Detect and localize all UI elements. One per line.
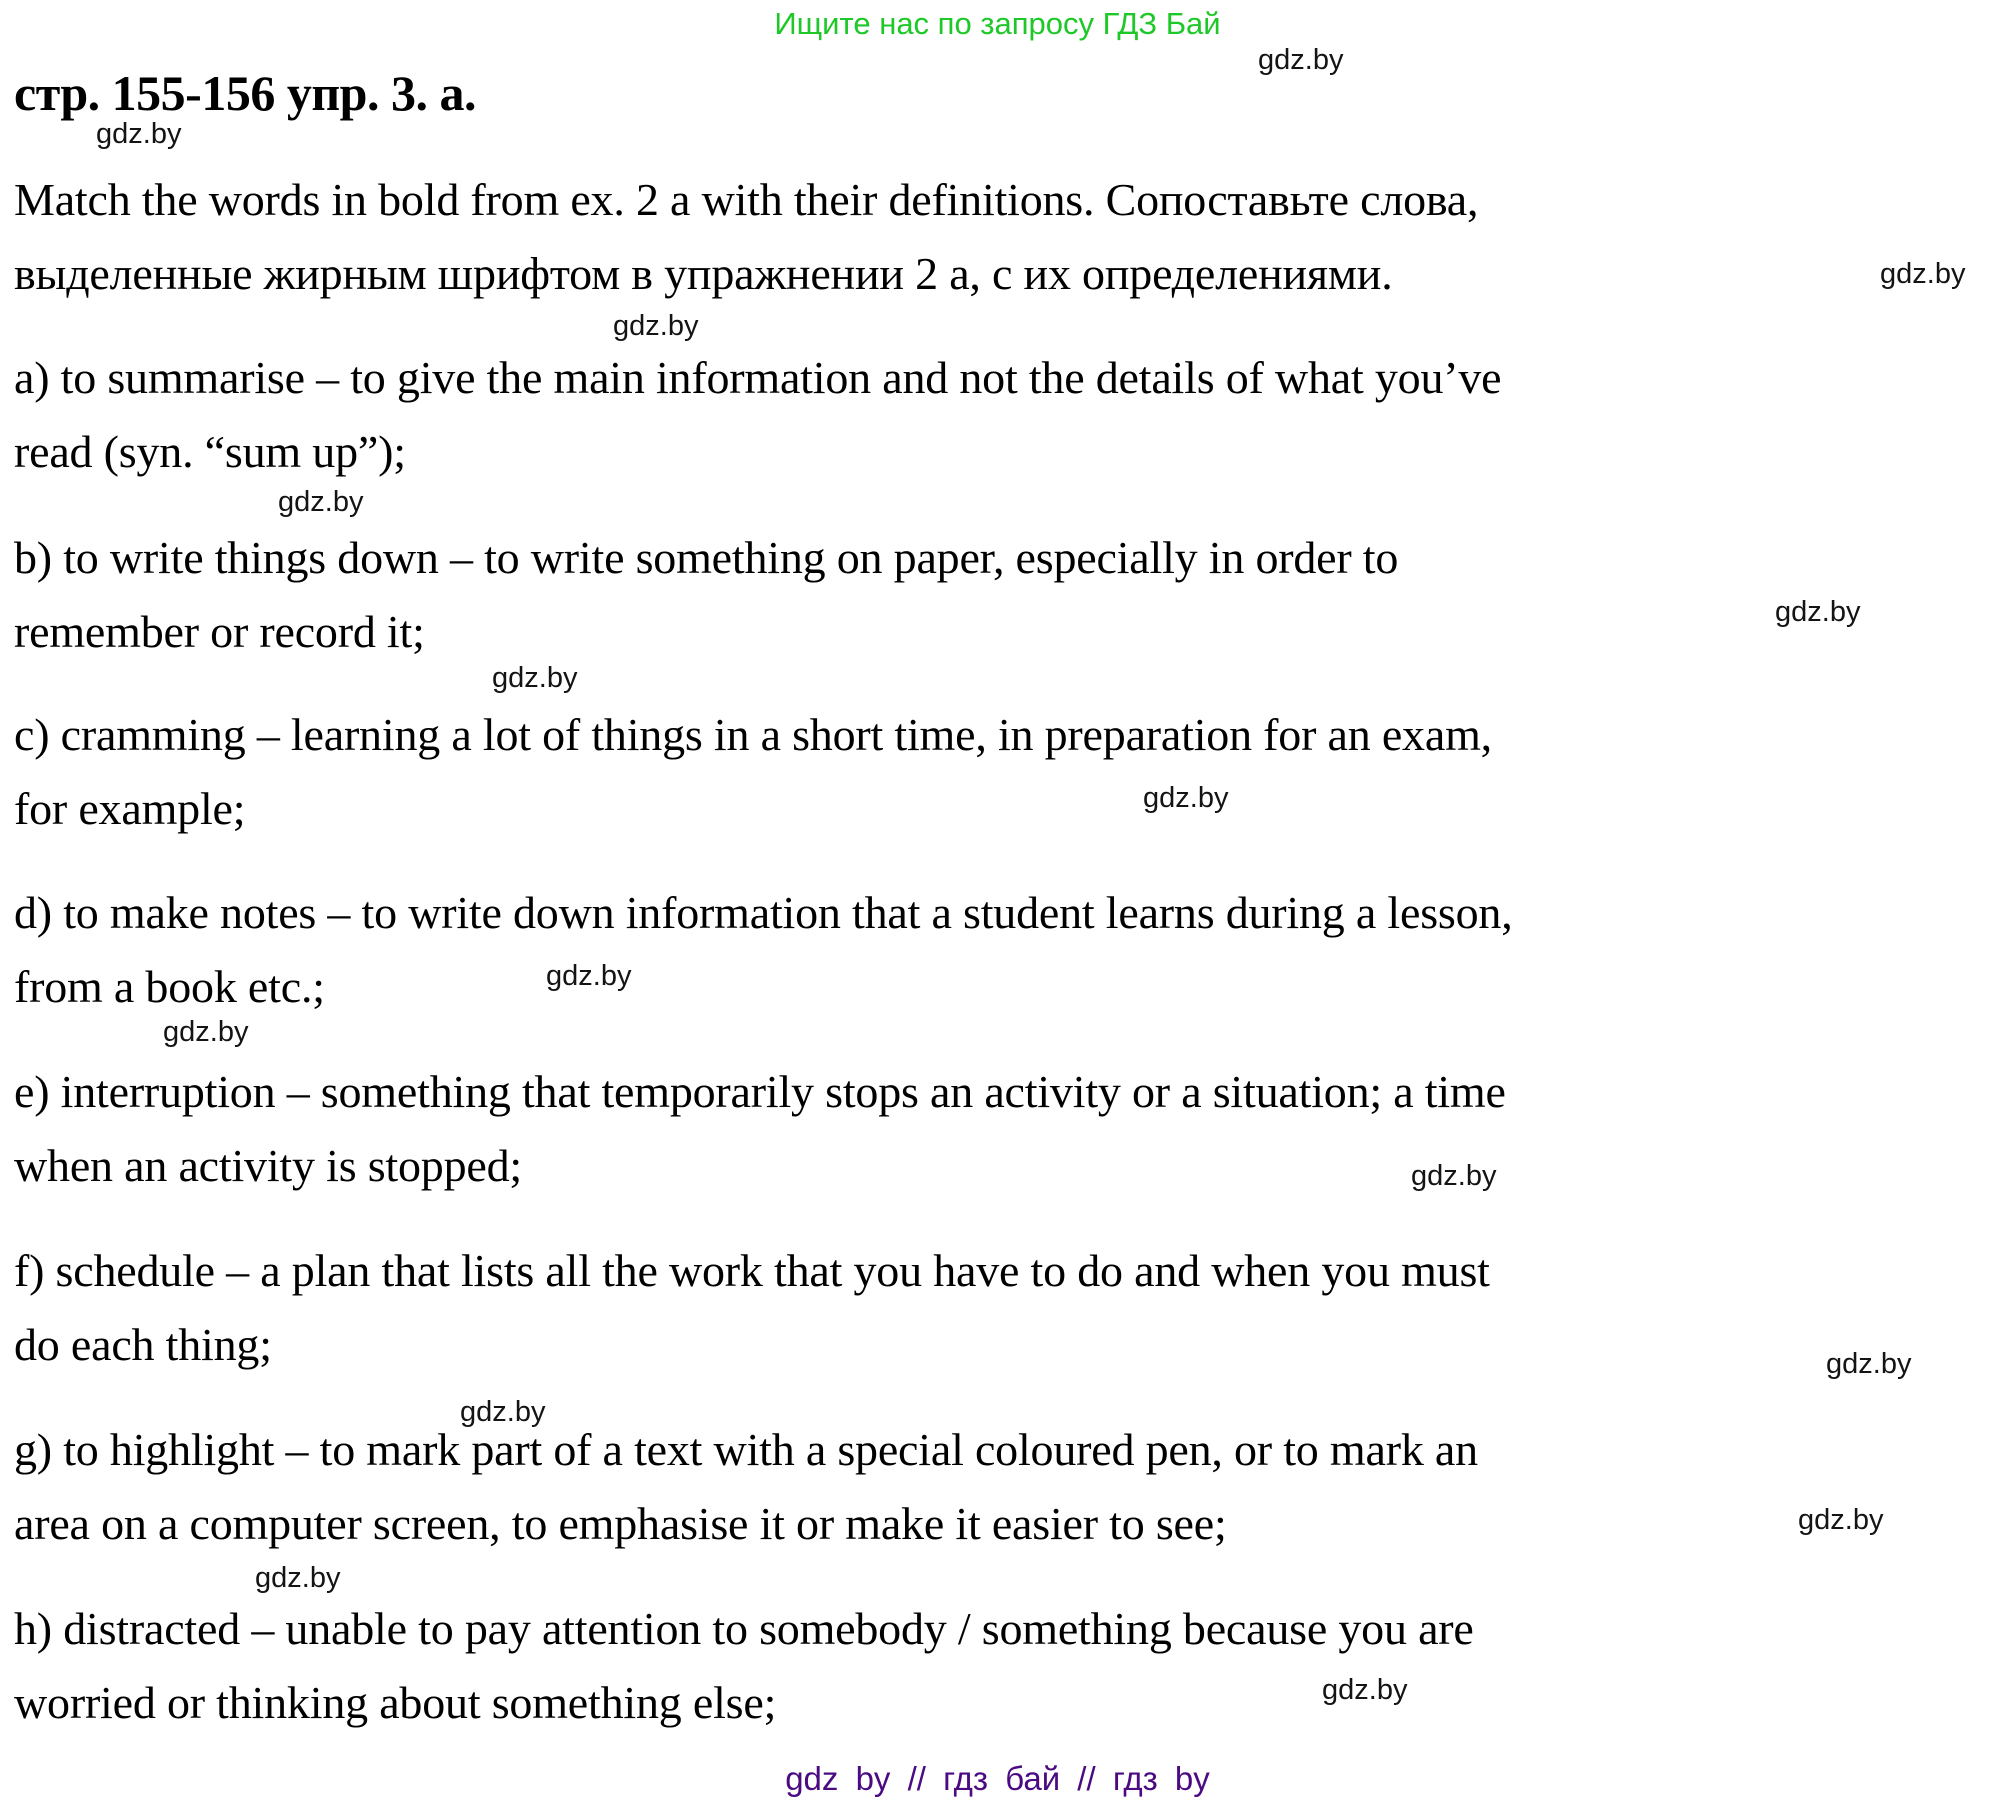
task-intro (14, 163, 1974, 311)
definition-item-f-line-1: f) schedule – a plan that lists all the work that you have to do and when you must (14, 1245, 1490, 1296)
watermark: gdz.by (255, 1562, 341, 1594)
definition-item-h (14, 1592, 1974, 1740)
definition-item-a-line-1: a) to summarise – to give the main information and not the details of what you’ve (14, 352, 1502, 403)
definition-item-c-line-1: c) cramming – learning a lot of things in a short time, in preparation for an exam, (14, 709, 1492, 760)
watermark: gdz.by (492, 662, 578, 694)
watermark: gdz.by (1322, 1674, 1408, 1706)
watermark: gdz.by (163, 1016, 249, 1048)
definition-item-b-line-2: remember or record it; (14, 606, 425, 657)
watermark: gdz.by (1411, 1160, 1497, 1192)
definition-item-d-line-2: from a book etc.; (14, 961, 325, 1012)
watermark: gdz.by (1826, 1348, 1912, 1380)
watermark: gdz.by (1258, 44, 1344, 76)
definition-item-g (14, 1413, 1974, 1561)
definition-item-e (14, 1055, 1974, 1203)
watermark: gdz.by (460, 1396, 546, 1428)
promo-banner: Ищите нас по запросу ГДЗ Бай (774, 6, 1221, 41)
definition-item-d (14, 876, 1974, 1024)
watermark: gdz.by (613, 310, 699, 342)
page-title: стр. 155-156 упр. 3. а. (14, 65, 476, 121)
definition-item-f-line-2: do each thing; (14, 1319, 272, 1370)
definition-item-g-line-2: area on a computer screen, to emphasise it or make it easier to see; (14, 1498, 1227, 1549)
definition-item-d-line-1: d) to make notes – to write down information that a student learns during a lesson, (14, 887, 1513, 938)
definition-item-h-line-2: worried or thinking about something else; (14, 1677, 777, 1728)
watermark: gdz.by (546, 960, 632, 992)
definition-item-c (14, 698, 1974, 846)
definition-item-a (14, 341, 1974, 489)
definition-item-f (14, 1234, 1974, 1382)
watermark: gdz.by (1880, 258, 1966, 290)
definition-item-c-line-2: for example; (14, 783, 246, 834)
watermark: gdz.by (1775, 596, 1861, 628)
definition-item-a-line-2: read (syn. “sum up”); (14, 426, 406, 477)
definition-item-g-line-1: g) to highlight – to mark part of a text with a special coloured pen, or to mark an (14, 1424, 1478, 1475)
watermark: gdz.by (1798, 1504, 1884, 1536)
watermark: gdz.by (278, 486, 364, 518)
task-intro-line-1: Match the words in bold from ex. 2 a with their definitions. Сопоставьте слова, (14, 174, 1479, 225)
definition-item-h-line-1: h) distracted – unable to pay attention to somebody / something because you are (14, 1603, 1474, 1654)
watermark: gdz.by (96, 118, 182, 150)
definition-item-e-line-1: e) interruption – something that temporarily stops an activity or a situation; a time (14, 1066, 1506, 1117)
task-intro-line-2: выделенные жирным шрифтом в упражнении 2 а, с их определениями. (14, 248, 1393, 299)
definition-item-b (14, 521, 1974, 669)
watermark: gdz.by (1143, 782, 1229, 814)
definition-item-e-line-2: when an activity is stopped; (14, 1140, 522, 1191)
footer-note: gdz by // гдз бай // гдз by (785, 1760, 1210, 1797)
definition-item-b-line-1: b) to write things down – to write something on paper, especially in order to (14, 532, 1399, 583)
